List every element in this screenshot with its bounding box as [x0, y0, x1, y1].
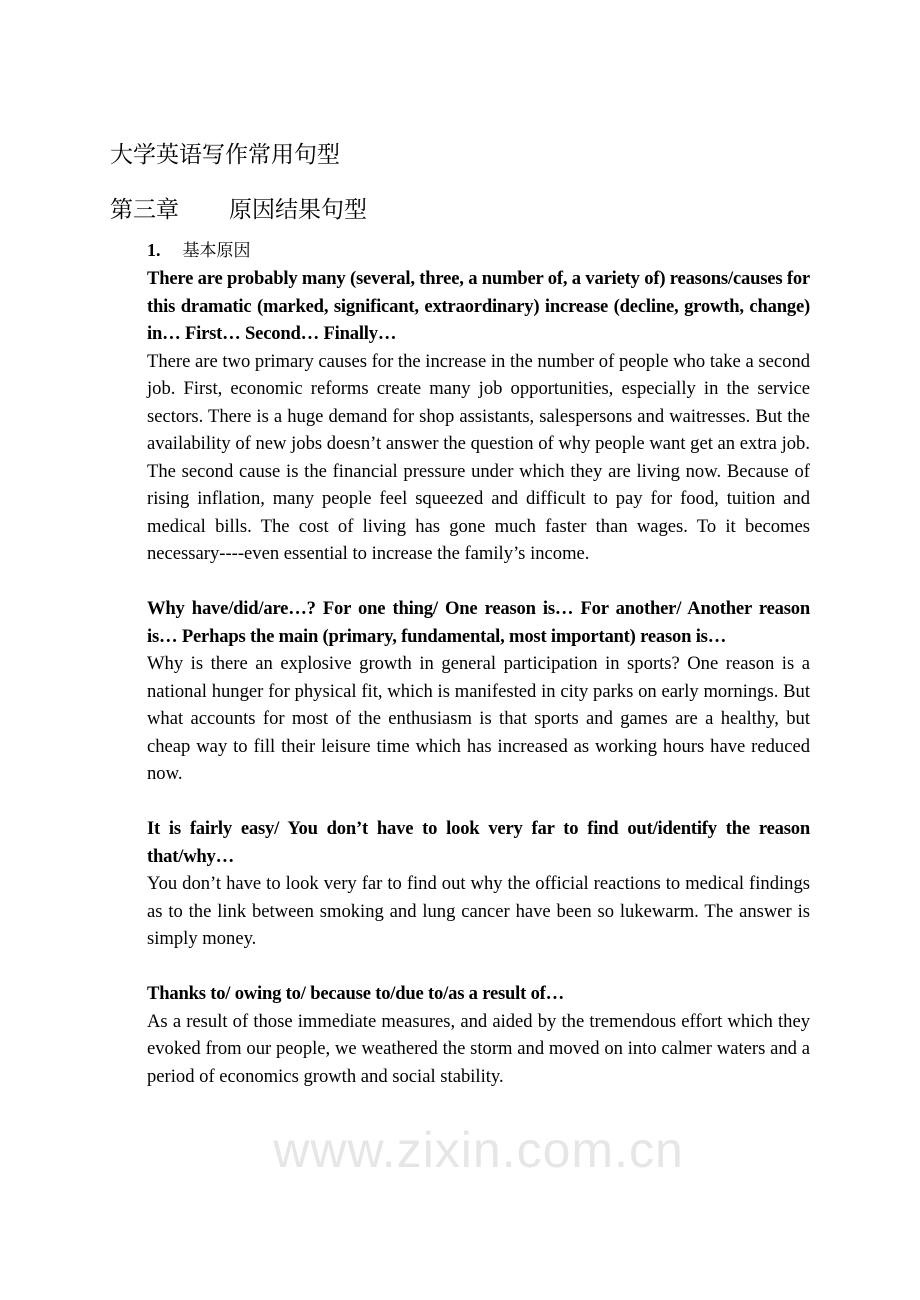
sentence-block-2	[147, 595, 810, 788]
sentence-block-4	[147, 980, 810, 1090]
example-paragraph: As a result of those immediate measures, and aided by the tremendous effort which they evoked from our people, we weathered the storm and moved on into calmer waters and a period of economics growth and social stability.	[147, 1010, 810, 1087]
section-heading	[147, 236, 251, 265]
document-body	[147, 265, 810, 1180]
sentence-pattern: Why have/did/are…? For one thing/ One reason is… For another/ Another reason is… Perhaps the main (primary, fundamental, most important) reason is…	[147, 598, 810, 647]
document-title: 大学英语写作常用句型	[110, 142, 340, 168]
sentence-block-1	[147, 265, 810, 568]
example-paragraph: You don’t have to look very far to find out why the official reactions to medical findings as to the link between smoking and lung cancer have been so lukewarm. The answer is simply money.	[147, 873, 810, 949]
chapter-heading	[110, 195, 367, 225]
watermark: www.zixin.com.cn	[273, 1122, 684, 1178]
sentence-pattern: Thanks to/ owing to/ because to/due to/as a result of…	[147, 983, 565, 1004]
example-paragraph: Why is there an explosive growth in general participation in sports? One reason is a national hunger for physical fit, which is manifested in city parks on early mornings. But what accounts for most of the enthusiasm is that sports and games are a healthy, but cheap way to fill their leisure time which has increased as working hours have reduced now.	[147, 653, 810, 784]
section-title: 基本原因	[182, 241, 251, 261]
chapter-title: 原因结果句型	[229, 197, 367, 223]
sentence-pattern: It is fairly easy/ You don’t have to look very far to find out/identify the reason that/why…	[147, 818, 810, 867]
chapter-label: 第三章	[110, 197, 179, 223]
sentence-pattern: There are probably many (several, three, a number of, a variety of) reasons/causes for this dramatic (marked, significant, extraordinary) increase (decline, growth, change) in… First… Second… Finally…	[147, 268, 810, 344]
section-number: 1.	[147, 240, 161, 260]
example-paragraph: There are two primary causes for the increase in the number of people who take a second job. First, economic reforms create many job opportunities, especially in the service sectors. There is a huge demand for shop assistants, salespersons and waitresses. But the availability of new jobs doesn’t answer the question of why people want get an extra job. The second cause is the financial pressure under which they are living now. Because of rising inflation, many people feel squeezed and difficult to pay for food, tuition and medical bills. The cost of living has gone much faster than wages. To it becomes necessary----even essential to increase the family’s income.	[147, 350, 810, 564]
sentence-block-3	[147, 815, 810, 953]
